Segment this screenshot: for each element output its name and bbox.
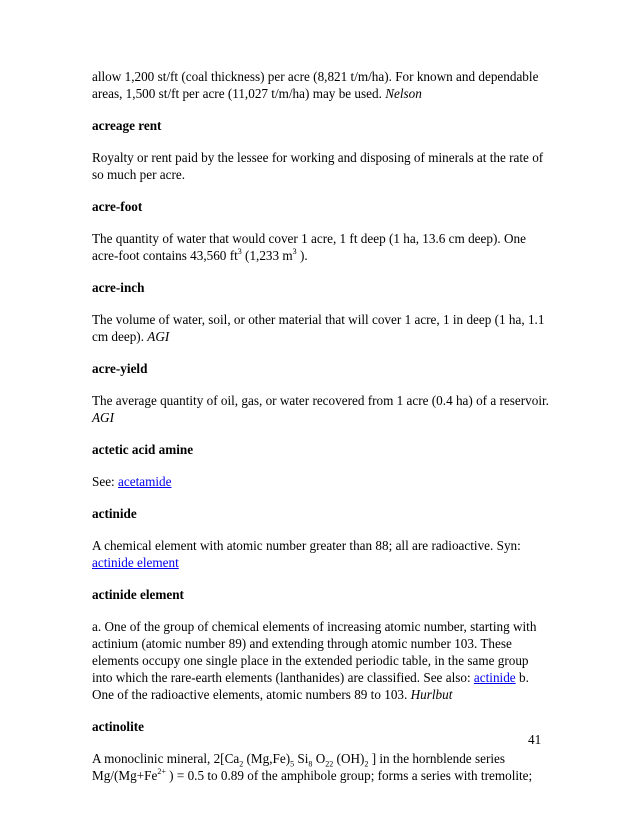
actinide-link[interactable]: actinide [473,670,516,685]
actinide-element-text-b: b. One of the radioactive elements, atomic numbers 89 to 103. [92,670,529,702]
actinide-text: A chemical element with atomic number greater than 88; all are radioactive. Syn: [92,538,521,553]
page-number: 41 [528,732,542,747]
actinide-element-text-a: a. One of the group of chemical elements of increasing atomic number, starting with actinium (atomic number 89) and extending through atomic number 103. These elements occupy one single place in the extended periodic table, in the same group into which the rare-earth elements (lanthanides) are classified. See also: [92,619,537,685]
term-acre-foot: acre-foot [92,199,143,214]
formula-part-7: ) = 0.5 to 0.89 of the amphibole group; forms a series with tremolite; [165,768,533,783]
formula-sub-1: 2 [239,759,244,769]
formula-part-2: (Mg,Fe) [243,751,291,766]
definition-acre-foot [92,230,552,264]
formula-part-6: ] in the hornblende series Mg/(Mg+Fe [92,751,505,783]
definition-acre-yield [92,392,552,426]
acre-foot-text-b: (1,233 m [241,248,293,263]
see-label: See: [92,474,119,489]
acre-foot-text-c: ). [296,248,308,263]
intro-source: Nelson [385,86,422,101]
term-acre-yield: acre-yield [92,361,148,376]
term-actinolite: actinolite [92,719,145,734]
definition-actinide [92,537,552,571]
formula-part-4: O [312,751,326,766]
acre-foot-sup-2: 3 [292,246,297,256]
intro-paragraph [92,68,552,102]
formula-sub-5: 2 [364,759,369,769]
acetamide-link[interactable]: acetamide [118,474,172,489]
formula-sub-2: 5 [290,759,295,769]
formula-sup-charge: 2+ [157,766,166,776]
term-actinide: actinide [92,506,137,521]
acre-inch-text: The volume of water, soil, or other material that will cover 1 acre, 1 in deep (1 ha, 1.1 cm deep). [92,312,545,344]
term-actetic-acid-amine: actetic acid amine [92,442,194,457]
definition-actinolite [92,750,552,784]
acre-inch-source: AGI [147,329,170,344]
intro-text: allow 1,200 st/ft (coal thickness) per acre (8,821 t/m/ha). For known and dependable areas, 1,500 st/ft per acre (11,027 t/m/ha) may be used. [92,69,539,101]
term-acre-inch: acre-inch [92,280,145,295]
definition-actetic-acid-amine [92,473,552,490]
definition-actinide-element [92,618,552,703]
document-page [92,68,552,799]
definition-acreage-rent: Royalty or rent paid by the lessee for working and disposing of minerals at the rate of so much per acre. [92,150,544,182]
acre-yield-source: AGI [92,410,114,425]
formula-part-5: (OH) [333,751,365,766]
term-actinide-element: actinide element [92,587,184,602]
formula-part-3: Si [294,751,309,766]
formula-part-1: A monoclinic mineral, 2[Ca [92,751,240,766]
formula-sub-4: 22 [325,759,334,769]
acre-foot-sup-1: 3 [237,246,242,256]
term-acreage-rent: acreage rent [92,118,162,133]
acre-yield-text: The average quantity of oil, gas, or water recovered from 1 acre (0.4 ha) of a reservoir. [92,393,549,408]
formula-sub-3: 8 [308,759,313,769]
actinide-element-link[interactable]: actinide element [92,555,179,570]
definition-acre-inch [92,311,552,345]
acre-foot-text-a: The quantity of water that would cover 1 acre, 1 ft deep (1 ha, 13.6 cm deep). One acre-foot contains 43,560 ft [92,231,526,263]
actinide-element-source: Hurlbut [410,687,453,702]
